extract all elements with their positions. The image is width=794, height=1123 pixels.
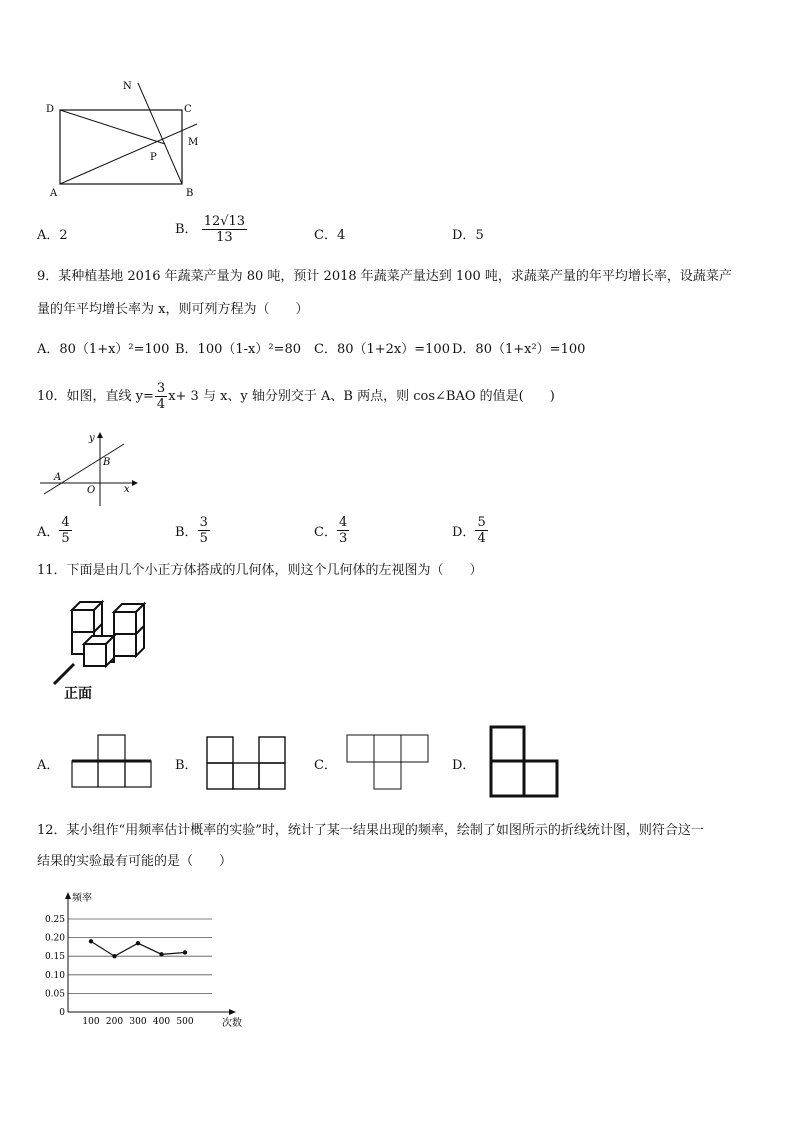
q8-option-a[interactable] — [37, 224, 68, 243]
q9-stem-line1: 9．某种植基地 2016 年蔬菜产量为 80 吨，预计 2018 年蔬菜产量达到 100 吨，求蔬菜产量的年平均增长率，设蔬菜产 — [37, 269, 732, 284]
q9-option-b[interactable]: B．100（1-x）²=80 — [175, 342, 302, 357]
q10-stem-fraction — [155, 381, 167, 412]
fraction-denominator: 4 — [156, 397, 166, 412]
option-value: 4 — [336, 228, 346, 243]
fraction-denominator: 5 — [61, 531, 70, 546]
q11-option-c-view[interactable] — [345, 733, 431, 791]
option-letter: C． — [314, 228, 337, 243]
option-value: 2 — [59, 228, 68, 243]
fraction-denominator: 13 — [216, 230, 233, 245]
data-point — [159, 952, 163, 956]
q10-option-c[interactable] — [314, 515, 349, 546]
y-tick-label: 0.10 — [44, 970, 65, 981]
option-fraction — [198, 515, 210, 546]
q10-option-d[interactable] — [452, 515, 488, 546]
option-letter: D． — [452, 525, 476, 540]
axis-label-y: y — [89, 433, 95, 444]
q10-axes-figure — [34, 428, 144, 510]
label-C: C — [184, 104, 192, 115]
q9-option-a[interactable]: A．80（1+x）²=100 — [37, 342, 170, 357]
option-fraction — [475, 515, 487, 546]
data-point — [89, 939, 93, 943]
q11-option-a-view[interactable] — [70, 732, 154, 788]
label-P: P — [150, 152, 157, 163]
option-letter: A． — [37, 228, 60, 243]
x-tick-label: 400 — [152, 1017, 171, 1027]
y-axis-arrow — [65, 892, 71, 899]
y-axis-label: 频率 — [72, 893, 92, 904]
option-value: 5 — [475, 228, 484, 243]
y-tick-label: 0.25 — [44, 915, 65, 925]
label-D: D — [46, 104, 55, 115]
x-tick-label: 500 — [176, 1017, 194, 1027]
x-axis-arrow — [229, 1009, 236, 1015]
q10-option-a[interactable] — [37, 515, 72, 546]
q11-option-c-label[interactable]: C． — [314, 758, 337, 773]
option-fraction — [202, 214, 247, 245]
option-letter: D． — [452, 228, 476, 243]
q10-stem-prefix: 10．如图，直线 y= — [37, 388, 154, 404]
x-tick-label: 200 — [105, 1017, 124, 1027]
q8-rectangle-figure — [40, 74, 220, 204]
q11-option-b-view[interactable] — [205, 734, 289, 792]
option-fraction — [59, 515, 71, 546]
fraction-numerator: 3 — [199, 515, 208, 530]
fraction-denominator: 5 — [199, 531, 208, 546]
label-M: M — [188, 137, 199, 148]
x-axis-label: 次数 — [222, 1018, 242, 1029]
option-letter: B． — [175, 525, 198, 540]
fraction-numerator: 4 — [61, 515, 70, 530]
data-point — [136, 941, 140, 945]
q12-stem-line2: 结果的实验最有可能的是（ ） — [37, 854, 233, 869]
y-tick-label: 0.05 — [44, 989, 65, 1000]
option-letter: B． — [175, 222, 198, 237]
label-O: O — [87, 485, 96, 496]
q9-option-d[interactable]: D．80（1+x²）=100 — [452, 342, 586, 357]
fraction-numerator: 12√13 — [203, 214, 246, 229]
label-A: A — [50, 188, 58, 199]
q11-option-d-view[interactable] — [488, 724, 562, 800]
data-point — [112, 954, 116, 958]
label-A: A — [54, 472, 62, 483]
x-tick-label: 300 — [129, 1017, 147, 1027]
q8-option-d[interactable] — [452, 224, 484, 243]
fraction-denominator: 3 — [338, 531, 348, 546]
x-tick-label: 100 — [82, 1017, 100, 1027]
q12-stem-line1: 12．某小组作“用频率估计概率的实验”时，统计了某一结果出现的频率，绘制了如图所示的折线统计图，则符合这一 — [37, 823, 704, 838]
q11-option-b-label[interactable]: B． — [175, 758, 198, 773]
q11-stem: 11．下面是由几个小正方体搭成的几何体，则这个几何体的左视图为（ ） — [37, 563, 483, 578]
q9-stem-line2: 量的年平均增长率为 x，则可列方程为（ ） — [37, 302, 309, 317]
q9-option-c[interactable]: C．80（1+2x）=100 — [314, 342, 450, 357]
q11-option-a-label[interactable]: A． — [37, 758, 60, 773]
fraction-numerator: 4 — [338, 515, 348, 530]
label-B: B — [103, 457, 111, 468]
y-tick-label: 0 — [59, 1008, 65, 1018]
q8-option-c[interactable] — [314, 224, 345, 243]
frequency-line-chart — [30, 884, 250, 1034]
label-B: B — [186, 188, 194, 199]
q10-option-b[interactable] — [175, 515, 210, 546]
fraction-numerator: 5 — [477, 515, 486, 530]
label-N: N — [123, 81, 132, 92]
option-letter: C． — [314, 525, 337, 540]
fraction-denominator: 4 — [477, 531, 486, 546]
data-point — [183, 950, 187, 954]
q10-stem-suffix: x+ 3 与 x、y 轴分别交于 A、B 两点，则 cos∠BAO 的值是( ) — [168, 388, 555, 404]
option-letter: A． — [37, 525, 60, 540]
q8-option-b[interactable] — [175, 214, 247, 245]
y-tick-label: 0.15 — [44, 952, 65, 963]
fraction-numerator: 3 — [156, 381, 166, 396]
front-view-label: 正面 — [64, 686, 92, 702]
y-tick-label: 0.20 — [44, 933, 65, 944]
option-fraction — [337, 515, 349, 546]
axis-label-x: x — [124, 484, 130, 495]
q11-option-d-label[interactable]: D． — [452, 758, 476, 773]
q10-stem — [37, 381, 555, 412]
